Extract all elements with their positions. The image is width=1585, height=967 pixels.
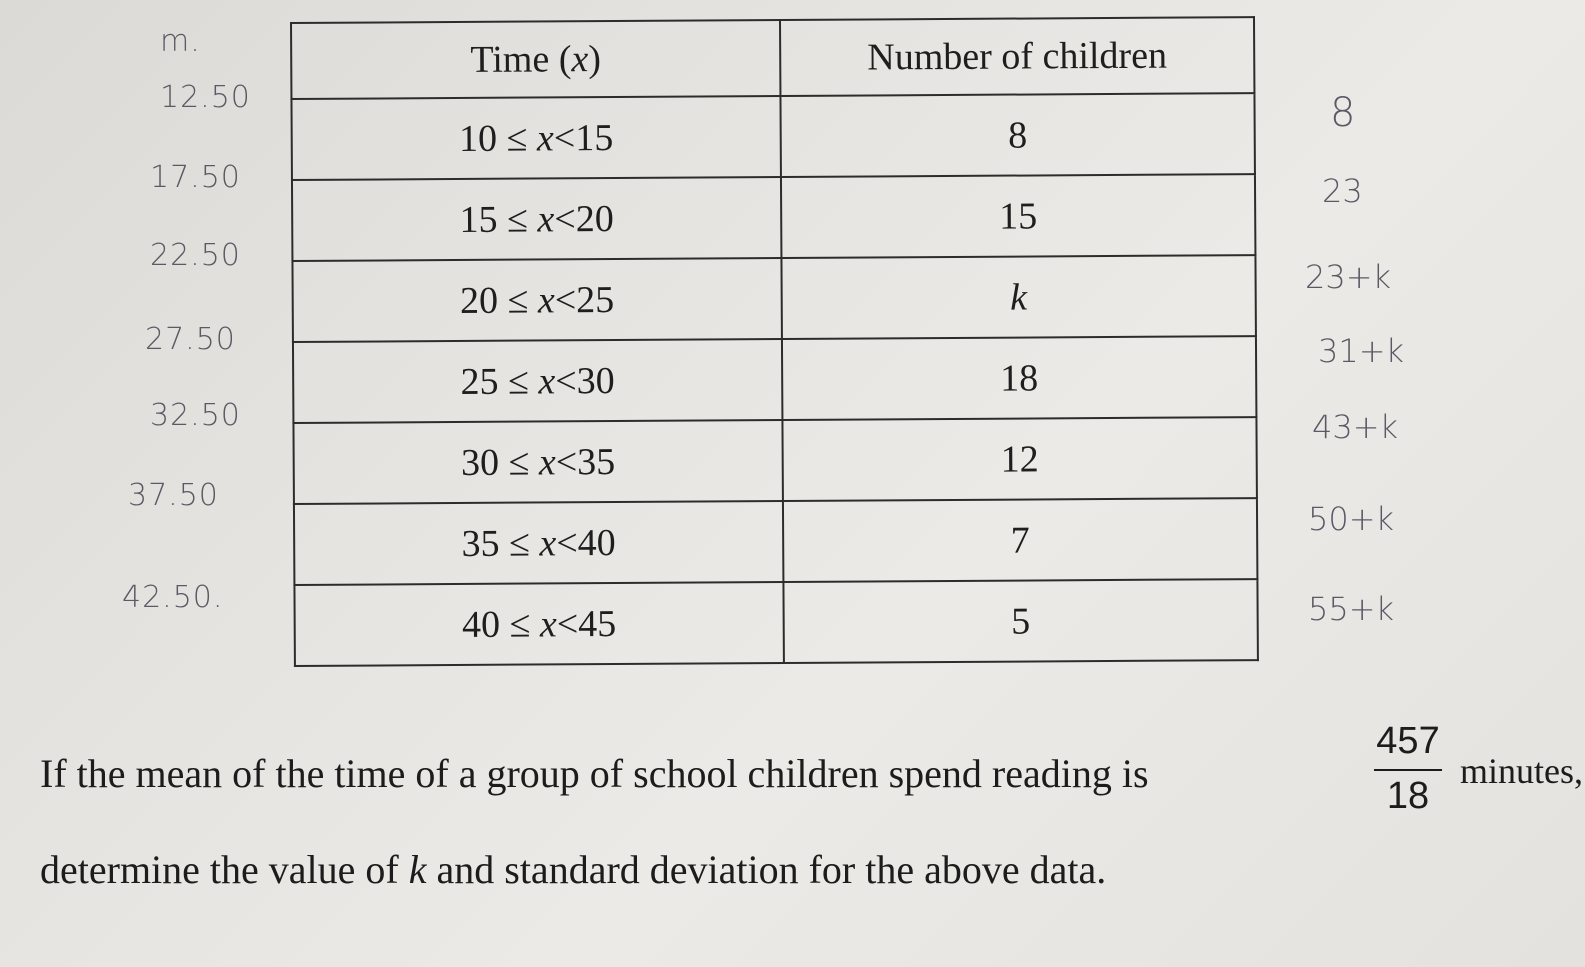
count-cell: 18 [782, 336, 1257, 420]
le-symbol: ≤ [507, 360, 530, 403]
interval-upper: 25 [576, 278, 615, 321]
handwritten-note-right: 31+k [1318, 332, 1405, 370]
variable-x: x [538, 359, 556, 402]
handwritten-note-left: 12.50 [160, 80, 251, 115]
variable-x: x [537, 197, 555, 240]
question-line-1: If the mean of the time of a group of school children spend reading is [40, 751, 1149, 796]
interval-cell [294, 501, 783, 585]
frequency-table [290, 16, 1259, 667]
handwritten-note-left: 42.50. [122, 580, 224, 615]
interval-lower: 30 [460, 441, 500, 484]
lt-symbol: < [556, 521, 578, 564]
question-line-2: determine the value of k and standard deviation for the above data. [40, 847, 1107, 892]
count-cell: 8 [780, 93, 1255, 177]
handwritten-note-left: 17.50 [150, 160, 241, 195]
handwritten-note-left: 27.50 [145, 322, 236, 357]
table-row [291, 93, 1254, 180]
table-row [293, 336, 1256, 423]
interval-cell [294, 582, 783, 666]
table-row [292, 255, 1255, 342]
header-number-of-children: Number of children [780, 17, 1255, 96]
interval-lower: 10 [458, 117, 498, 160]
count-cell: k [781, 255, 1256, 339]
handwritten-note-left: m. [160, 24, 201, 59]
variable-x: x [539, 602, 557, 645]
interval-upper: 45 [578, 602, 617, 645]
table-row [293, 417, 1256, 504]
interval-lower: 40 [461, 603, 501, 646]
interval-cell [293, 339, 782, 423]
le-symbol: ≤ [506, 117, 528, 160]
count-cell: 15 [781, 174, 1256, 258]
le-symbol: ≤ [507, 279, 529, 322]
handwritten-note-right: 23 [1322, 172, 1363, 210]
variable-x: x [538, 440, 556, 483]
interval-cell [292, 258, 781, 342]
interval-lower: 35 [461, 522, 500, 565]
handwritten-note-right: 50+k [1308, 500, 1395, 538]
interval-lower: 15 [459, 198, 498, 241]
handwritten-note-right: 8 [1330, 90, 1356, 136]
lt-symbol: < [555, 440, 578, 483]
count-cell: 5 [783, 579, 1258, 663]
lt-symbol: < [553, 116, 576, 159]
interval-lower: 20 [459, 279, 499, 322]
le-symbol: ≤ [508, 522, 531, 565]
handwritten-note-left: 37.50 [128, 478, 219, 513]
interval-upper: 40 [577, 521, 616, 564]
handwritten-note-right: 55+k [1308, 590, 1395, 628]
lt-symbol: < [556, 602, 579, 645]
interval-upper: 20 [575, 197, 614, 240]
handwritten-note-right: 23+k [1305, 258, 1392, 296]
handwritten-note-left: 22.50 [150, 238, 241, 273]
interval-lower: 25 [460, 360, 499, 403]
count-cell: 7 [783, 498, 1258, 582]
table-row [292, 174, 1255, 261]
lt-symbol: < [554, 278, 577, 321]
variable-x: x [537, 278, 555, 321]
lt-symbol: < [555, 359, 577, 402]
interval-cell [291, 96, 780, 180]
handwritten-note-right: 43+k [1312, 408, 1399, 446]
mean-fraction [1372, 720, 1444, 818]
table-header-row [291, 17, 1254, 99]
le-symbol: ≤ [509, 603, 531, 646]
interval-upper: 30 [576, 359, 615, 402]
le-symbol: ≤ [506, 198, 529, 241]
interval-upper: 35 [577, 440, 616, 483]
interval-cell [293, 420, 782, 504]
variable-x: x [536, 116, 554, 159]
count-cell: 12 [782, 417, 1257, 501]
question-unit: minutes, [1460, 751, 1583, 791]
fraction-denominator: 18 [1386, 775, 1430, 817]
table-body [291, 93, 1257, 666]
table-row [294, 498, 1257, 585]
interval-cell [292, 177, 781, 261]
header-time: Time (x) [291, 20, 780, 99]
lt-symbol: < [554, 197, 576, 240]
table-row [294, 579, 1257, 666]
fraction-numerator: 457 [1376, 720, 1440, 762]
variable-x: x [539, 521, 557, 564]
handwritten-note-left: 32.50 [150, 398, 241, 433]
interval-upper: 15 [575, 116, 614, 159]
le-symbol: ≤ [508, 441, 530, 484]
